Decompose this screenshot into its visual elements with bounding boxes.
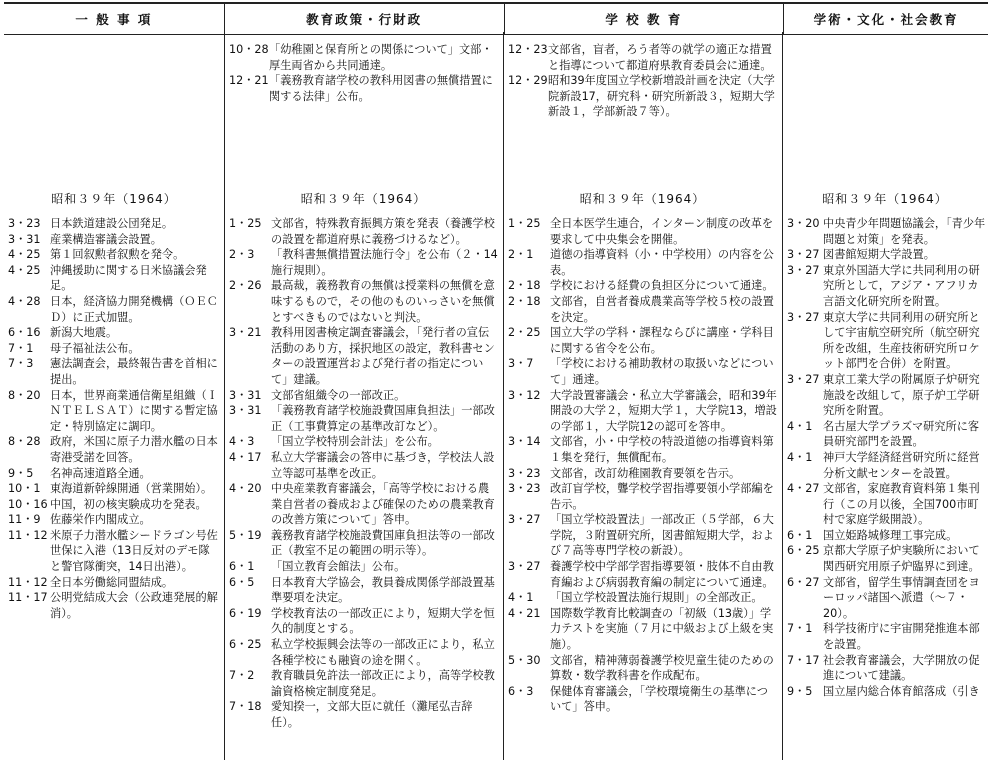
entry-date: 2・18 bbox=[508, 279, 541, 293]
entry-text: 日本，経済協力開発機構（ＯＥＣＤ）に正式加盟。 bbox=[50, 294, 218, 324]
entry-text: 日本，世界商業通信衛星組織（ＩＮＴＥＬＳＡＴ）に関する暫定協定・特別協定に調印。 bbox=[50, 388, 218, 433]
entry-text: 東海道新幹線開通（営業開始）。 bbox=[50, 482, 213, 496]
entry-date: 7・2 bbox=[229, 669, 255, 683]
timeline-entry bbox=[8, 528, 220, 575]
entry-date: 4・27 bbox=[787, 482, 820, 496]
timeline-entry bbox=[508, 247, 778, 278]
academic-culture-entries bbox=[787, 216, 987, 699]
timeline-entry bbox=[8, 356, 220, 387]
entry-date: 8・28 bbox=[8, 435, 41, 449]
entry-date: 6・1 bbox=[787, 528, 813, 542]
entry-text: 大学設置審議会・私立大学審議会，昭和39年開設の大学２，短期大学１，大学院13，増設の学部１，大学院12の認可を答申。 bbox=[550, 388, 777, 433]
timeline-entry bbox=[508, 512, 778, 559]
entry-date: 2・26 bbox=[229, 279, 262, 293]
entry-text: 文部省，自営者養成農業高等学校５校の設置を決定。 bbox=[550, 294, 774, 324]
timeline-entry bbox=[787, 310, 987, 372]
entry-text: 「義務教育諸学校の教科用図書の無償措置に関する法律」公布。 bbox=[269, 74, 493, 103]
entry-date: 11・9 bbox=[8, 513, 41, 527]
entry-date: 3・23 bbox=[508, 466, 541, 480]
entry-text: 社会教育審議会，大学開放の促進について建議。 bbox=[823, 653, 980, 683]
entry-text: 「義務教育諸学校施設費国庫負担法」一部改正（工事費算定の基準改訂など）。 bbox=[271, 404, 495, 433]
entry-text: 「教科書無償措置法施行令」を公布（２・14施行規則）。 bbox=[271, 248, 498, 277]
entry-date: 6・1 bbox=[229, 560, 255, 574]
timeline-entry bbox=[229, 559, 499, 575]
timeline-entry bbox=[8, 341, 220, 357]
entry-date: 2・25 bbox=[508, 326, 541, 340]
timeline-entry bbox=[229, 434, 499, 450]
entry-date: 2・18 bbox=[508, 294, 541, 308]
timeline-entry bbox=[787, 247, 987, 263]
timeline-entry bbox=[8, 247, 220, 263]
timeline-entry bbox=[508, 559, 778, 590]
timeline-entry bbox=[508, 653, 778, 684]
entry-date: 3・27 bbox=[787, 248, 820, 262]
table-header-row bbox=[4, 2, 988, 35]
timeline-entry bbox=[508, 278, 778, 294]
timeline-entry bbox=[508, 434, 778, 465]
entry-text: 中央青少年問題協議会，「青少年問題と対策」を発表。 bbox=[823, 217, 986, 246]
timeline-entry bbox=[8, 575, 220, 591]
entry-text: 第１回叙勲者叙勲を発令。 bbox=[50, 248, 185, 262]
entry-date: 4・1 bbox=[787, 450, 813, 464]
entry-date: 4・17 bbox=[229, 450, 262, 464]
entry-text: 新潟大地震。 bbox=[50, 326, 118, 340]
timeline-entry bbox=[508, 684, 778, 715]
year-heading: 昭和３９年（1964） bbox=[51, 192, 177, 206]
entry-text: 科学技術庁に宇宙開発推進本部を設置。 bbox=[823, 622, 980, 652]
entry-date: 4・3 bbox=[229, 435, 255, 449]
timeline-entry bbox=[229, 575, 499, 606]
entry-date: 3・27 bbox=[787, 310, 820, 324]
entry-text: 保健体育審議会，「学校環境衛生の基準について」答申。 bbox=[550, 684, 768, 714]
entry-date: 4・21 bbox=[508, 606, 541, 620]
header-academic-culture: 学術・文化・社会教育 bbox=[813, 12, 959, 27]
timeline-entry bbox=[8, 512, 220, 528]
entry-date: 4・25 bbox=[8, 248, 41, 262]
entry-date: 12・21 bbox=[229, 74, 269, 88]
header-school-education: 学 校 教 育 bbox=[505, 4, 785, 34]
timeline-entry bbox=[508, 466, 778, 482]
entry-date: 10・28 bbox=[229, 43, 269, 56]
entry-text: 文部省，小・中学校の特設道徳の指導資料第１集を発行，無償配布。 bbox=[550, 435, 774, 464]
timeline-entry bbox=[8, 481, 220, 497]
timeline-entry bbox=[508, 216, 778, 247]
column-divider bbox=[782, 32, 783, 760]
timeline-entry bbox=[8, 216, 220, 232]
timeline-entry bbox=[229, 73, 497, 104]
entry-date: 2・1 bbox=[508, 248, 534, 262]
timeline-entry bbox=[787, 543, 987, 574]
entry-date: 7・3 bbox=[8, 357, 34, 371]
prev-year-entries-school bbox=[508, 42, 776, 120]
timeline-entry bbox=[8, 263, 220, 294]
entry-date: 4・20 bbox=[229, 482, 262, 496]
entry-text: 「学校における補助教材の取扱いなどについて」通達。 bbox=[550, 357, 774, 386]
entry-date: 4・1 bbox=[787, 419, 813, 433]
timeline-entry bbox=[508, 481, 778, 512]
entry-text: 文部省，留学生事情調査団をヨーロッパ諸国へ派遣（～７・20）。 bbox=[823, 575, 980, 620]
entry-text: 国立大学の学科・課程ならびに講座・学科目に関する省令を公布。 bbox=[550, 326, 774, 355]
entry-text: 文部省，精神薄弱養護学校児童生徒のための算数・数学教科書を作成配布。 bbox=[550, 653, 774, 683]
entry-text: 日本鉄道建設公団発足。 bbox=[50, 217, 174, 230]
entry-date: 3・27 bbox=[508, 560, 541, 574]
timeline-entry bbox=[508, 42, 776, 73]
timeline-entry bbox=[229, 216, 499, 247]
timeline-entry bbox=[229, 42, 497, 73]
timeline-entry bbox=[787, 481, 987, 528]
entry-text: 文部省，盲者，ろう者等の就学の適正な措置と指導について都道府県教育委員会に通達。 bbox=[548, 43, 772, 72]
year-heading: 昭和３９年（1964） bbox=[822, 192, 948, 206]
entry-text: 母子福祉法公布。 bbox=[50, 341, 140, 355]
timeline-entry bbox=[8, 294, 220, 325]
timeline-entry bbox=[787, 450, 987, 481]
entry-text: 図書館短期大学設置。 bbox=[823, 248, 935, 262]
entry-text: 東京外国語大学に共同利用の研究所として，アジア・アフリカ言語文化研究所を附置。 bbox=[823, 263, 980, 308]
entry-text: 東京工業大学の附属原子炉研究施設を改組して，原子炉工学研究所を附置。 bbox=[823, 372, 980, 418]
timeline-entry bbox=[8, 466, 220, 482]
entry-date: 7・1 bbox=[8, 341, 34, 355]
entry-date: 6・5 bbox=[229, 575, 255, 589]
entry-date: 12・29 bbox=[508, 74, 548, 88]
timeline-entry bbox=[229, 450, 499, 481]
timeline-entry bbox=[787, 575, 987, 622]
entry-text: 沖縄援助に関する日米協議会発足。 bbox=[50, 263, 207, 293]
entry-text: 教科用図書検定調査審議会，「発行者の宣伝活動のあり方，採択地区の設定，教科書センターの設置運営および発行者の指定について」建議。 bbox=[271, 326, 495, 386]
timeline-entry bbox=[229, 637, 499, 668]
year-heading: 昭和３９年（1964） bbox=[579, 192, 706, 206]
timeline-entry bbox=[508, 356, 778, 387]
entry-date: 3・27 bbox=[508, 513, 541, 527]
general-affairs-entries bbox=[8, 216, 220, 621]
entry-date: 4・25 bbox=[8, 263, 41, 277]
timeline-entry bbox=[229, 668, 499, 699]
timeline-entry bbox=[8, 590, 220, 621]
timeline-entry bbox=[229, 481, 499, 528]
timeline-entry bbox=[787, 653, 987, 684]
entry-text: 「国立教育会館法」公布。 bbox=[271, 560, 406, 574]
entry-date: 3・14 bbox=[508, 435, 541, 449]
timeline-entry bbox=[229, 325, 499, 387]
timeline-entry bbox=[508, 590, 778, 606]
timeline-entry bbox=[508, 606, 778, 653]
entry-date: 1・25 bbox=[229, 217, 262, 230]
entry-date: 10・16 bbox=[8, 497, 48, 511]
entry-date: 3・27 bbox=[787, 372, 820, 386]
timeline-entry bbox=[229, 606, 499, 637]
timeline-entry bbox=[229, 403, 499, 434]
entry-text: 私立大学審議会の答申に基づき，学校法人設立等認可基準を改正。 bbox=[271, 450, 495, 480]
entry-text: 日本教育大学協会，教員養成関係学部設置基準要項を決定。 bbox=[271, 575, 495, 605]
entry-date: 3・31 bbox=[229, 404, 262, 418]
entry-date: 11・12 bbox=[8, 528, 48, 542]
entry-date: 3・31 bbox=[229, 388, 262, 402]
entry-date: 3・23 bbox=[8, 217, 41, 230]
entry-text: 文部省組織令の一部改正。 bbox=[271, 388, 406, 402]
entry-text: 文部省，特殊教育振興方策を発表（養護学校の設置を都道府県に義務づけるなど）。 bbox=[271, 217, 495, 246]
entry-text: 名古屋大学プラズマ研究所に客員研究部門を設置。 bbox=[823, 419, 980, 449]
entry-date: 3・31 bbox=[8, 232, 41, 246]
entry-text: 養護学校中学部学習指導要領・肢体不自由教育編および病弱教育編の制定について通達。 bbox=[550, 560, 774, 589]
entry-text: 「国立学校設置法」一部改正（５学部，６大学院，３附置研究所，図書館短期大学，および７高等専門学校の新設）。 bbox=[550, 513, 774, 558]
entry-date: 9・5 bbox=[787, 684, 813, 698]
entry-date: 5・19 bbox=[229, 528, 262, 542]
entry-text: 中央産業教育審議会，「高等学校における農業自営者の養成および確保のための農業教育の改善方策について」答申。 bbox=[271, 482, 495, 527]
entry-text: 「国立学校設置法施行規則」の全部改正。 bbox=[550, 591, 763, 605]
entry-date: 10・1 bbox=[8, 482, 41, 496]
entry-date: 12・23 bbox=[508, 43, 548, 56]
entry-text: 文部省，改訂幼稚園教育要領を告示。 bbox=[550, 466, 741, 480]
entry-date: 3・7 bbox=[508, 357, 534, 371]
entry-date: 11・17 bbox=[8, 591, 48, 605]
entry-date: 6・27 bbox=[787, 575, 820, 589]
entry-text: 東京大学に共同利用の研究所として宇宙航空研究所（航空研究所を改組，生産技術研究所ロケット部門を合併）を附置。 bbox=[823, 310, 980, 371]
header-general-affairs: 一 般 事 項 bbox=[4, 4, 225, 34]
entry-text: 神戸大学経済経営研究所に経営分析文献センターを設置。 bbox=[823, 450, 980, 480]
timeline-entry bbox=[8, 434, 220, 465]
entry-date: 7・17 bbox=[787, 653, 820, 667]
entry-text: 名神高速道路全通。 bbox=[50, 466, 151, 480]
entry-text: 私立学校振興会法等の一部改正により，私立各種学校にも融資の途を開く。 bbox=[271, 638, 495, 667]
timeline-entry bbox=[229, 699, 499, 730]
entry-text: 最高裁，義務教育の無償は授業料の無償を意味するもので，その他のものいっさいを無償とすべきものではないと判決。 bbox=[271, 279, 495, 324]
column-divider bbox=[224, 32, 225, 760]
school-education-entries bbox=[508, 216, 778, 715]
entry-text: 全日本労働総同盟結成。 bbox=[50, 575, 174, 589]
entry-date: 3・20 bbox=[787, 217, 820, 230]
timeline-entry bbox=[508, 388, 778, 435]
timeline-entry bbox=[8, 388, 220, 435]
entry-date: 6・19 bbox=[229, 606, 262, 620]
timeline-entry bbox=[8, 232, 220, 248]
entry-date: 4・1 bbox=[508, 591, 534, 605]
header-education-policy: 教育政策・行財政 bbox=[225, 4, 505, 34]
timeline-entry bbox=[229, 528, 499, 559]
timeline-entry bbox=[8, 497, 220, 513]
entry-text: 学校教育法の一部改正により，短期大学を恒久的制度とする。 bbox=[271, 606, 495, 636]
entry-text: 文部省，家庭教育資料第１集刊行（この月以後，全国700市町村で家庭学級開設）。 bbox=[823, 482, 980, 527]
entry-text: 愛知揆一，文部大臣に就任（灘尾弘吉辞任）。 bbox=[271, 700, 473, 729]
entry-date: 8・20 bbox=[8, 388, 41, 402]
timeline-entry bbox=[508, 294, 778, 325]
timeline-entry bbox=[787, 684, 987, 700]
education-policy-entries bbox=[229, 216, 499, 731]
entry-date: 3・27 bbox=[787, 263, 820, 277]
timeline-entry bbox=[229, 388, 499, 404]
entry-text: 京都大学原子炉実験所において関西研究用原子炉臨界に到達。 bbox=[823, 544, 980, 574]
entry-date: 6・25 bbox=[229, 638, 262, 652]
timeline-entry bbox=[787, 216, 987, 247]
entry-text: 国立姫路城修理工事完成。 bbox=[823, 528, 958, 542]
timeline-entry bbox=[229, 278, 499, 325]
entry-date: 3・12 bbox=[508, 388, 541, 402]
entry-text: 公明党結成大会（公政連発展的解消）。 bbox=[50, 591, 218, 620]
entry-date: 2・3 bbox=[229, 248, 255, 262]
entry-text: 佐藤栄作内閣成立。 bbox=[50, 513, 151, 527]
entry-date: 6・25 bbox=[787, 544, 820, 558]
entry-text: 道徳の指導資料（小・中学校用）の内容を公表。 bbox=[550, 248, 774, 277]
timeline-entry bbox=[508, 73, 776, 120]
entry-date: 6・16 bbox=[8, 326, 41, 340]
timeline-entry bbox=[787, 621, 987, 652]
entry-date: 3・23 bbox=[508, 482, 541, 496]
entry-date: 6・3 bbox=[508, 684, 534, 698]
entry-date: 5・30 bbox=[508, 653, 541, 667]
entry-text: 教育職員免許法一部改正により，高等学校教諭資格検定制度発足。 bbox=[271, 669, 495, 698]
entry-date: 11・12 bbox=[8, 575, 48, 589]
timeline-entry bbox=[508, 325, 778, 356]
entry-date: 7・18 bbox=[229, 700, 262, 714]
entry-text: 全日本医学生連合，インターン制度の改革を要求して中央集会を開催。 bbox=[550, 217, 774, 246]
entry-text: 憲法調査会，最終報告書を首相に提出。 bbox=[50, 357, 218, 386]
entry-text: 「幼稚園と保育所との関係について」文部・厚生両省から共同通達。 bbox=[269, 43, 493, 72]
entry-text: 国際数学教育比較調査の「初級（13歳）」学力テストを実施（７月に中級および上級を実施）。 bbox=[550, 606, 774, 652]
entry-date: 9・5 bbox=[8, 466, 34, 480]
entry-text: 産業構造審議会設置。 bbox=[50, 232, 162, 246]
entry-text: 国立屋内総合体育館落成（引き bbox=[823, 684, 980, 698]
column-divider bbox=[503, 32, 504, 760]
prev-year-entries-policy bbox=[229, 42, 497, 104]
entry-date: 4・28 bbox=[8, 294, 41, 308]
timeline-entry bbox=[8, 325, 220, 341]
entry-text: 中国，初の核実験成功を発表。 bbox=[50, 497, 207, 511]
entry-date: 1・25 bbox=[508, 217, 541, 230]
entry-date: 7・1 bbox=[787, 622, 813, 636]
entry-text: 「国立学校特別会計法」を公布。 bbox=[271, 435, 439, 449]
entry-text: 義務教育諸学校施設費国庫負担法等の一部改正（教室不足の範囲の明示等）。 bbox=[271, 528, 495, 558]
entry-text: 学校における経費の負担区分について通達。 bbox=[550, 279, 774, 293]
entry-text: 政府，米国に原子力潜水艦の日本寄港受諾を回答。 bbox=[50, 435, 218, 464]
timeline-entry bbox=[787, 528, 987, 544]
timeline-entry bbox=[787, 419, 987, 450]
timeline-entry bbox=[787, 372, 987, 419]
timeline-entry bbox=[229, 247, 499, 278]
entry-date: 3・21 bbox=[229, 326, 262, 340]
entry-text: 昭和39年度国立学校新増設計画を決定（大学院新設17，研究科・研究所新設３，短期大学新設１，学部新設７等）。 bbox=[548, 74, 775, 119]
entry-text: 米原子力潜水艦シードラゴン号佐世保に入港（13日反対のデモ隊と警官隊衝突，14日出港）。 bbox=[50, 528, 218, 574]
entry-text: 改訂盲学校，聾学校学習指導要領小学部編を告示。 bbox=[550, 482, 774, 511]
timeline-entry bbox=[787, 263, 987, 310]
year-heading: 昭和３９年（1964） bbox=[300, 192, 427, 206]
